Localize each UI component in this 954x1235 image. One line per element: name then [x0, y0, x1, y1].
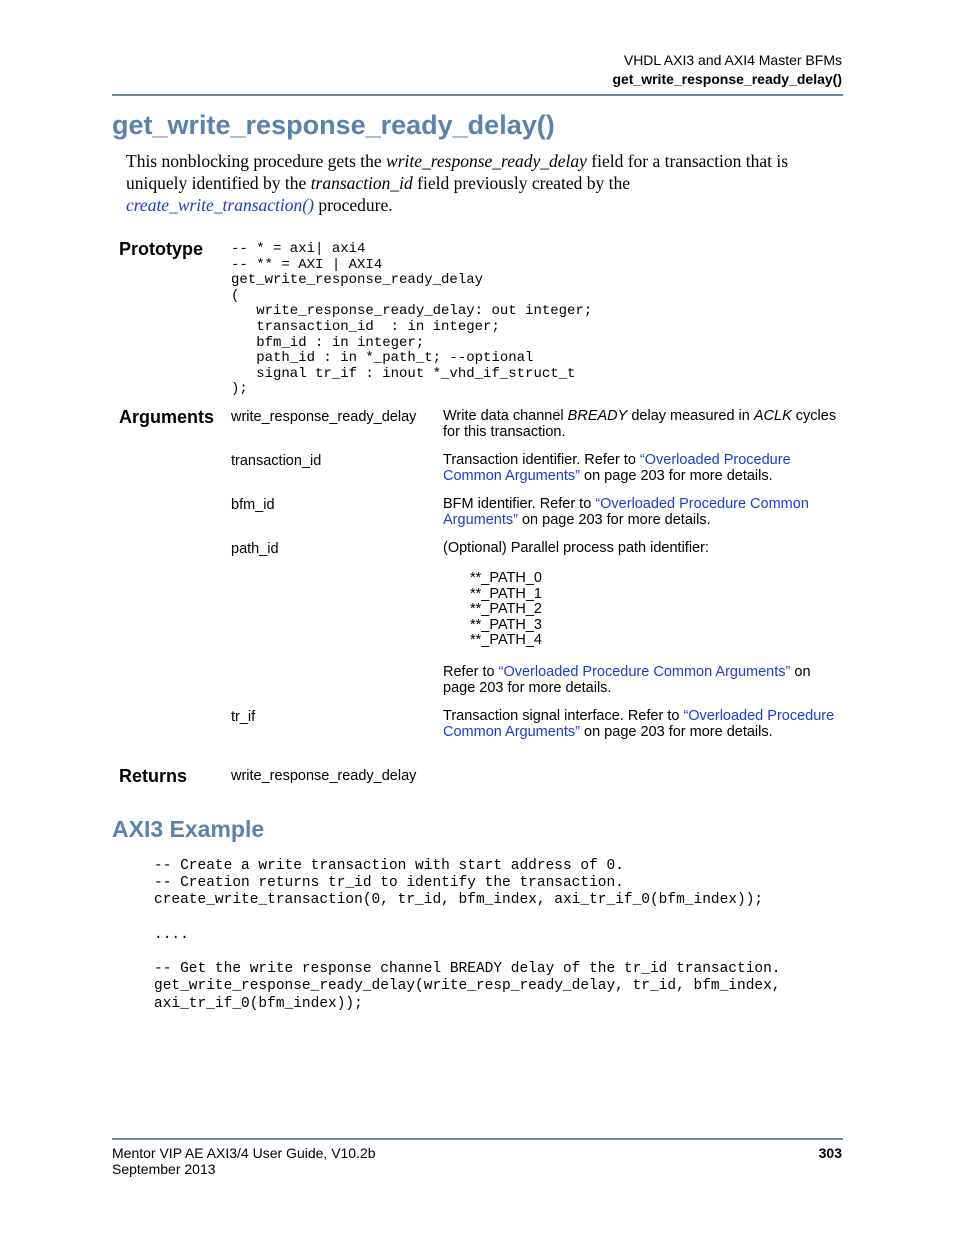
overloaded-args-link[interactable]: “Overloaded Procedure Common Arguments”: [443, 452, 791, 484]
arg-name: write_response_ready_delay: [231, 409, 417, 425]
path-item: **_PATH_2: [470, 601, 542, 618]
page-title: get_write_response_ready_delay(): [112, 110, 555, 140]
arg-description: [443, 497, 843, 529]
example-code: -- Create a write transaction with start address of 0. -- Creation returns tr_id to identify the transaction. create_write_transaction(0, tr_id, bfm_index, axi_tr_if_0(bfm_index)); .... -- Get the write response channel BREADY delay of the tr_id transaction. get_write_response_ready_delay(write_resp_ready_delay, tr_id, bfm_index, axi_tr_if_0(bfm_index));: [154, 858, 781, 1012]
arg-name: tr_if: [231, 709, 256, 725]
prototype-code: -- * = axi| axi4 -- ** = AXI | AXI4 get_write_response_ready_delay ( write_response_ready_delay: out integer; transaction_id : in integer; bfm_id : in integer; path_id : in *_path_t; --optional signal tr_if : inout *_vhd_if_struct_t );: [231, 241, 593, 398]
arg-desc-text: Write data channel: [443, 408, 568, 424]
header-chapter-title: VHDL AXI3 and AXI4 Master BFMs: [623, 52, 842, 68]
arg-desc-text: cycles for this transaction.: [443, 408, 837, 440]
arg-desc-text: Refer to: [443, 664, 499, 680]
arg-name: path_id: [231, 541, 279, 557]
overloaded-args-link[interactable]: “Overloaded Procedure Common Arguments”: [498, 664, 791, 680]
prototype-label: Prototype: [119, 239, 204, 259]
intro-text: field for a transaction that is uniquely identified by the: [126, 151, 789, 193]
signal-name: ACLK: [753, 408, 792, 424]
footer-date: September 2013: [112, 1161, 216, 1177]
arg-name: bfm_id: [231, 497, 275, 513]
arg-desc-text: on page 203 for more details.: [580, 467, 773, 484]
returns-value: write_response_ready_delay: [231, 768, 417, 784]
arguments-label: Arguments: [119, 407, 215, 427]
arg-desc-text: Transaction signal interface. Refer to: [443, 708, 684, 724]
arg-description: [443, 409, 843, 441]
arg-description: [443, 709, 843, 741]
header-rule: [112, 94, 843, 96]
overloaded-args-link[interactable]: “Overloaded Procedure Common Arguments”: [443, 496, 809, 528]
arg-desc-text: on page 203 for more details.: [580, 723, 773, 740]
intro-text: This nonblocking procedure gets the: [126, 151, 387, 171]
path-list: [470, 571, 542, 649]
footer-rule: [112, 1138, 843, 1140]
intro-field-name: transaction_id: [310, 173, 413, 193]
signal-name: BREADY: [567, 408, 628, 424]
arg-description: [443, 665, 843, 697]
intro-text: field previously created by the: [412, 173, 630, 193]
arg-desc-text: delay measured in: [627, 408, 754, 424]
example-heading: AXI3 Example: [112, 816, 265, 842]
path-item: **_PATH_4: [470, 632, 542, 649]
arg-description: (Optional) Parallel process path identifier:: [443, 540, 709, 556]
arg-description: [443, 453, 843, 485]
arg-desc-text: Transaction identifier. Refer to: [443, 452, 640, 468]
arg-desc-text: on page 203 for more details.: [443, 664, 811, 696]
path-item: **_PATH_1: [470, 585, 542, 602]
path-item: **_PATH_0: [470, 570, 542, 586]
intro-text: procedure.: [313, 195, 393, 215]
intro-field-name: write_response_ready_delay: [386, 151, 587, 171]
footer-guide-title: Mentor VIP AE AXI3/4 User Guide, V10.2b: [112, 1145, 376, 1161]
create-write-transaction-link[interactable]: create_write_transaction(): [126, 195, 314, 215]
header-section-title: get_write_response_ready_delay(): [612, 71, 842, 87]
page-number: 303: [818, 1145, 842, 1161]
arg-name: transaction_id: [231, 453, 322, 469]
path-item: **_PATH_3: [470, 616, 542, 633]
arg-desc-text: on page 203 for more details.: [517, 511, 711, 528]
arg-desc-text: BFM identifier. Refer to: [443, 496, 596, 512]
returns-label: Returns: [119, 766, 188, 786]
overloaded-args-link[interactable]: “Overloaded Procedure Common Arguments”: [443, 708, 835, 740]
intro-paragraph: [126, 150, 846, 216]
